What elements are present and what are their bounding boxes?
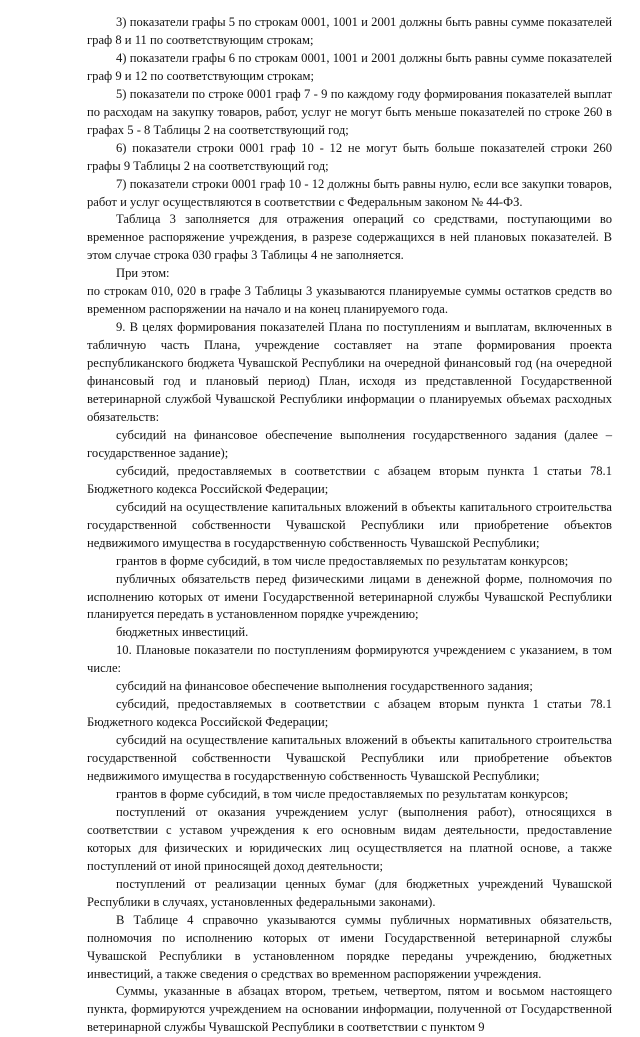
list-item-9-1: субсидий на финансовое обеспечение выполнения государственного задания (далее – государственное задание); — [87, 427, 612, 460]
paragraph-section-9: 9. В целях формирования показателей Плана по поступлениям и выплатам, включенных в табличную часть Плана, учреждение составляет на этапе формирования проекта республиканского бюджета Чувашской Республики на очередной финансовый год (на очередной финансовый год и плановый период) План, исходя из представленной Государственной ветеринарной службой Чувашской Республики информации о планируемых объемах расходных обязательств: — [87, 320, 612, 424]
paragraph-item-6: 6) показатели строки 0001 граф 10 - 12 не могут быть больше показателей строки 260 графы 9 Таблицы 2 на соответствующий год; — [87, 140, 612, 173]
paragraph-item-3: 3) показатели графы 5 по строкам 0001, 1001 и 2001 должны быть равны сумме показателей граф 8 и 11 по соответствующим строкам; — [87, 15, 612, 47]
list-item-9-3: субсидий на осуществление капитальных вложений в объекты капитального строительства государственной собственности Чувашской Республики или приобретение объектов недвижимого имущества в государственную собственность Чувашской Республики; — [87, 499, 612, 550]
list-item-9-6: бюджетных инвестиций. — [116, 625, 249, 640]
list-item-9-5: публичных обязательств перед физическими лицами в денежной форме, полномочия по исполнению которых от имени Государственной ветеринарной службы Чувашской Республики планируется передать в установленном порядке учреждению; — [87, 571, 612, 622]
list-item-10-3: субсидий на осуществление капитальных вложений в объекты капитального строительства государственной собственности Чувашской Республики или приобретение объектов недвижимого имущества в государственную собственность Чувашской Республики; — [87, 733, 612, 784]
list-item-10-2: субсидий, предоставляемых в соответствии с абзацем вторым пункта 1 статьи 78.1 Бюджетного кодекса Российской Федерации; — [87, 697, 612, 730]
list-item-10-5: поступлений от оказания учреждением услуг (выполнения работ), относящихся в соответствии с уставом учреждения к его основным видам деятельности, предоставление которых для физических и юридических лиц осуществляется на платной основе, а также поступлений от иной приносящей доход деятельности; — [87, 804, 612, 873]
list-item-9-4: грантов в форме субсидий, в том числе предоставляемых по результатам конкурсов; — [116, 553, 569, 568]
list-item-10-4: грантов в форме субсидий, в том числе предоставляемых по результатам конкурсов; — [116, 786, 569, 801]
list-item-10-6: поступлений от реализации ценных бумаг (для бюджетных учреждений Чувашской Республики в случаях, установленных федеральными законами). — [87, 876, 612, 909]
paragraph-sums: Суммы, указанные в абзацах втором, третьем, четвертом, пятом и восьмом настоящего пункта, формируются учреждением на основании информации, полученной от Государственной ветеринарной службы Чувашской Республики в соответствии с пунктом 9 — [87, 984, 612, 1035]
paragraph-pri-etom: При этом: — [116, 266, 170, 281]
paragraph-table-3: Таблица 3 заполняется для отражения операций со средствами, поступающими во временное распоряжение учреждения, в разрезе содержащихся в ней плановых показателей. В этом случае строка 030 графы 3 Таблицы 4 не заполняется. — [87, 212, 612, 263]
paragraph-item-4: 4) показатели графы 6 по строкам 0001, 1001 и 2001 должны быть равны сумме показателей граф 9 и 12 по соответствующим строкам; — [87, 50, 612, 83]
paragraph-item-5: 5) показатели по строке 0001 граф 7 - 9 по каждому году формирования показателей выплат по расходам на закупку товаров, работ, услуг не могут быть меньше показателей по строке 260 в графах 5 - 8 Таблицы 2 на соответствующий год; — [87, 86, 612, 137]
paragraph-section-10: 10. Плановые показатели по поступлениям формируются учреждением с указанием, в том числе: — [87, 643, 612, 676]
paragraph-item-7: 7) показатели строки 0001 граф 10 - 12 должны быть равны нулю, если все закупки товаров, работ и услуг осуществляются в соответствии с Федеральным законом № 44-ФЗ. — [87, 176, 612, 209]
paragraph-rows-010-020: по строкам 010, 020 в графе 3 Таблицы 3 указываются планируемые суммы остатков средств во временном распоряжении на начало и на конец планируемого года. — [87, 284, 612, 317]
list-item-10-1: субсидий на финансовое обеспечение выполнения государственного задания; — [116, 679, 533, 694]
list-item-9-2: субсидий, предоставляемых в соответствии с абзацем вторым пункта 1 статьи 78.1 Бюджетного кодекса Российской Федерации; — [87, 463, 612, 496]
paragraph-table-4: В Таблице 4 справочно указываются суммы публичных нормативных обязательств, полномочия по исполнению которых от имени Государственной ветеринарной службы Чувашской Республики в установленном порядке переданы учреждению, бюджетных инвестиций, а также сведения о средствах во временном распоряжении учреждения. — [87, 912, 612, 981]
